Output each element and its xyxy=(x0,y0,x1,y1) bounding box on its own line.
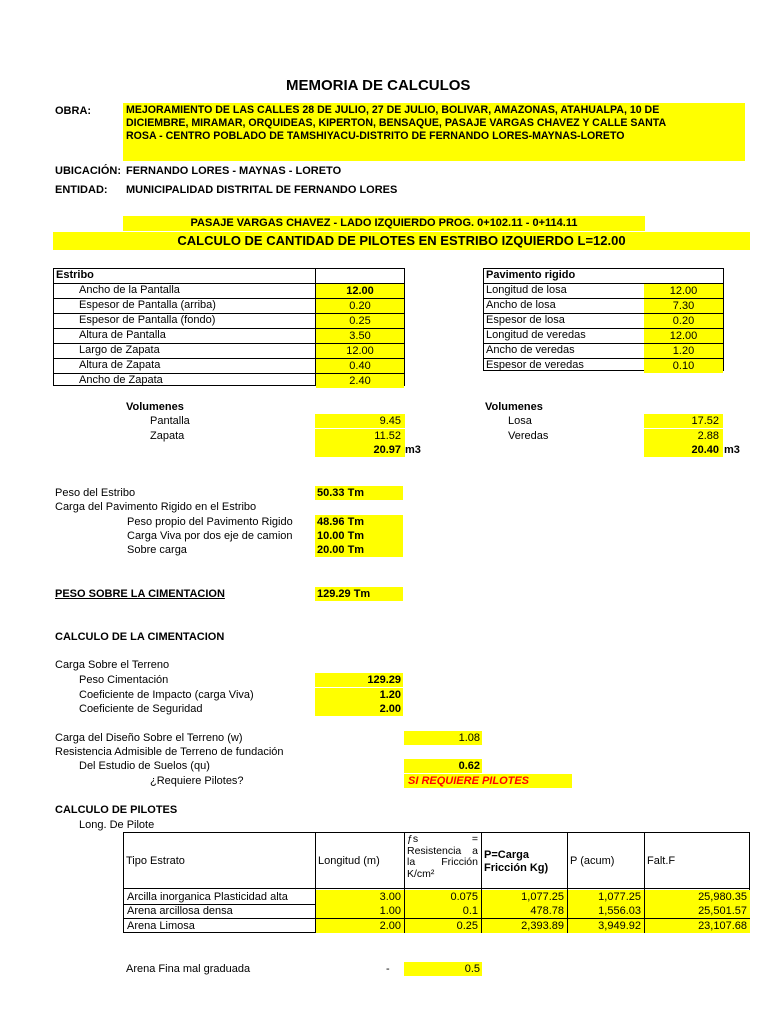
estribo-row-label: Ancho de Zapata xyxy=(79,374,163,386)
estribo-row-value: 12.00 xyxy=(316,344,404,358)
volumen-veredas-label: Veredas xyxy=(508,430,549,442)
estribo-row-value: 12.00 xyxy=(316,284,404,298)
arena-fina-dash: - xyxy=(386,963,390,975)
pilotes-cell-falt: 23,107.68 xyxy=(645,919,750,933)
pilotes-cell-fs: 0.25 xyxy=(405,919,481,933)
volumenes-right-title: Volumenes xyxy=(485,401,543,413)
pilotes-cell-fs: 0.1 xyxy=(405,904,481,918)
pavimento-row-value: 12.00 xyxy=(644,329,723,343)
ubicacion-value: FERNANDO LORES - MAYNAS - LORETO xyxy=(126,165,342,177)
estribo-row-label: Espesor de Pantalla (arriba) xyxy=(79,299,216,311)
estudio-suelos-value: 0.62 xyxy=(404,759,482,773)
volumen-losa-value: 17.52 xyxy=(644,414,723,428)
pavimento-row-label: Ancho de losa xyxy=(486,299,556,311)
carga-terreno-label: Carga Sobre el Terreno xyxy=(55,659,170,671)
sobre-carga-value: 20.00 Tm xyxy=(315,543,403,557)
pilotes-cell-longitud: 2.00 xyxy=(316,919,404,933)
pavimento-row-value: 0.20 xyxy=(644,314,723,328)
pavimento-row-value: 7.30 xyxy=(644,299,723,313)
volumen-veredas-value: 2.88 xyxy=(644,429,723,443)
estribo-row-value: 3.50 xyxy=(316,329,404,343)
volumen-zapata-value: 11.52 xyxy=(315,429,405,443)
header-falt: Falt.F xyxy=(647,855,676,867)
estribo-row-label: Altura de Zapata xyxy=(79,359,161,371)
coef-impacto-label: Coeficiente de Impacto (carga Viva) xyxy=(79,689,254,701)
ubicacion-label: UBICACIÓN: xyxy=(55,165,121,177)
arena-fina-label: Arena Fina mal graduada xyxy=(126,963,251,975)
estudio-suelos-label: Del Estudio de Suelos (qu) xyxy=(79,760,210,772)
header-longitud: Longitud (m) xyxy=(318,855,380,867)
page-title: MEMORIA DE CALCULOS xyxy=(286,77,471,94)
volumen-right-unit: m3 xyxy=(724,444,740,456)
estribo-row-label: Largo de Zapata xyxy=(79,344,160,356)
header-fs-part: Fricción xyxy=(441,856,478,868)
pavimento-row-label: Espesor de losa xyxy=(486,314,565,326)
header-fs-part: a xyxy=(472,844,478,857)
volumen-left-unit: m3 xyxy=(405,444,421,456)
pilotes-cell-p: 1,077.25 xyxy=(482,890,567,904)
pavimento-row-label: Longitud de veredas xyxy=(486,329,586,341)
pilotes-cell-tipo: Arcilla inorganica Plasticidad alta xyxy=(127,890,288,903)
header-p-carga: P=Carga xyxy=(484,849,529,861)
obra-line: ROSA - CENTRO POBLADO DE TAMSHIYACU-DISTRITO DE FERNANDO LORES-MAYNAS-LORETO xyxy=(126,130,625,142)
header-fs-part: la xyxy=(407,856,416,868)
pilotes-cell-falt: 25,501.57 xyxy=(645,904,750,918)
coef-impacto-value: 1.20 xyxy=(315,688,403,702)
peso-propio-value: 48.96 Tm xyxy=(315,515,403,529)
peso-estribo-label: Peso del Estribo xyxy=(55,487,136,499)
header-fs-part: = xyxy=(471,833,478,845)
resistencia-label: Resistencia Admisible de Terreno de fundación xyxy=(55,746,284,758)
estribo-row-value: 0.40 xyxy=(316,359,404,373)
header-tipo-estrato: Tipo Estrato xyxy=(126,855,185,867)
requiere-pilotes-value: SI REQUIERE PILOTES xyxy=(404,774,572,788)
pilotes-cell-tipo: Arena arcillosa densa xyxy=(127,905,233,917)
coef-seguridad-value: 2.00 xyxy=(315,702,403,716)
obra-line: DICIEMBRE, MIRAMAR, ORQUIDEAS, KIPERTON, BENSAQUE, PASAJE VARGAS CHAVEZ Y CALLE SANTA xyxy=(126,117,667,129)
coef-seguridad-label: Coeficiente de Seguridad xyxy=(79,703,203,715)
volumen-right-total: 20.40 xyxy=(644,443,723,457)
estribo-row-value: 0.25 xyxy=(316,314,404,328)
pilotes-cell-falt: 25,980.35 xyxy=(645,890,750,904)
pavimento-row-value: 1.20 xyxy=(644,344,723,358)
carga-diseno-value: 1.08 xyxy=(404,731,482,745)
pavimento-row-label: Espesor de veredas xyxy=(486,359,584,371)
volumen-zapata-label: Zapata xyxy=(150,430,185,442)
carga-viva-label: Carga Viva por dos eje de camion xyxy=(127,530,293,542)
pilotes-title: CALCULO DE PILOTES xyxy=(55,804,178,816)
header-fs-part: Resistencia xyxy=(407,844,462,857)
estribo-row-label: Altura de Pantalla xyxy=(79,329,166,341)
pavimento-row-value: 0.10 xyxy=(644,359,723,373)
obra-box xyxy=(123,103,745,161)
peso-cimentacion-value: 129.29 Tm xyxy=(315,587,403,601)
sobre-carga-label: Sobre carga xyxy=(127,544,187,556)
peso-propio-label: Peso propio del Pavimento Rigido xyxy=(127,516,293,528)
pavimento-row-value: 12.00 xyxy=(644,284,723,298)
estribo-row-value: 2.40 xyxy=(316,374,404,388)
header-fs xyxy=(405,834,480,880)
cimentacion-title: CALCULO DE LA CIMENTACION xyxy=(55,631,225,643)
volumenes-left-title: Volumenes xyxy=(126,401,184,413)
pilotes-cell-acum: 1,556.03 xyxy=(568,904,644,918)
pilotes-cell-p: 2,393.89 xyxy=(482,919,567,933)
carga-diseno-label: Carga del Diseño Sobre el Terreno (w) xyxy=(55,732,243,744)
peso-cim-value: 129.29 xyxy=(315,673,403,687)
carga-pavimento-label: Carga del Pavimento Rigido en el Estribo xyxy=(55,501,257,513)
pilotes-cell-acum: 1,077.25 xyxy=(568,890,644,904)
volumen-pantalla-value: 9.45 xyxy=(315,414,405,428)
requiere-pilotes-label: ¿Requiere Pilotes? xyxy=(150,775,244,787)
volumen-pantalla-label: Pantalla xyxy=(150,415,190,427)
pilotes-cell-acum: 3,949.92 xyxy=(568,919,644,933)
carga-viva-value: 10.00 Tm xyxy=(315,529,403,543)
entidad-value: MUNICIPALIDAD DISTRITAL DE FERNANDO LORES xyxy=(126,184,398,196)
peso-cim-label: Peso Cimentación xyxy=(79,674,169,686)
pavimento-row-label: Ancho de veredas xyxy=(486,344,575,356)
pilotes-cell-fs: 0.075 xyxy=(405,890,481,904)
header-p-acum: P (acum) xyxy=(570,855,615,867)
estribo-title: Estribo xyxy=(56,269,94,281)
pilotes-cell-longitud: 3.00 xyxy=(316,890,404,904)
estribo-row-label: Ancho de la Pantalla xyxy=(79,284,180,296)
header-p-carga-sub: Fricción Kg) xyxy=(484,862,549,874)
header-fs-part: K/cm² xyxy=(407,867,435,880)
pilotes-cell-p: 478.78 xyxy=(482,904,567,918)
section-heading: CALCULO DE CANTIDAD DE PILOTES EN ESTRIBO IZQUIERDO L=12.00 xyxy=(53,232,750,250)
peso-cimentacion-label: PESO SOBRE LA CIMENTACION xyxy=(55,588,225,600)
pavimento-title: Pavimento rigido xyxy=(486,269,576,281)
arena-fina-value: 0.5 xyxy=(404,962,482,976)
long-pilote-label: Long. De Pilote xyxy=(79,819,155,831)
obra-line: MEJORAMIENTO DE LAS CALLES 28 DE JULIO, 27 DE JULIO, BOLIVAR, AMAZONAS, ATAHUALPA, 10 DE xyxy=(126,104,660,116)
pavimento-row-label: Longitud de losa xyxy=(486,284,567,296)
peso-estribo-value: 50.33 Tm xyxy=(315,486,403,500)
pilotes-cell-longitud: 1.00 xyxy=(316,904,404,918)
volumen-left-total: 20.97 xyxy=(315,443,405,457)
entidad-label: ENTIDAD: xyxy=(55,184,108,196)
estribo-row-value: 0.20 xyxy=(316,299,404,313)
header-fs-part: ƒs xyxy=(407,833,419,845)
volumen-losa-label: Losa xyxy=(508,415,532,427)
pilotes-cell-tipo: Arena Limosa xyxy=(127,919,195,932)
estribo-row-label: Espesor de Pantalla (fondo) xyxy=(79,314,216,326)
section-subtitle: PASAJE VARGAS CHAVEZ - LADO IZQUIERDO PROG. 0+102.11 - 0+114.11 xyxy=(123,216,645,231)
obra-label: OBRA: xyxy=(55,105,92,117)
